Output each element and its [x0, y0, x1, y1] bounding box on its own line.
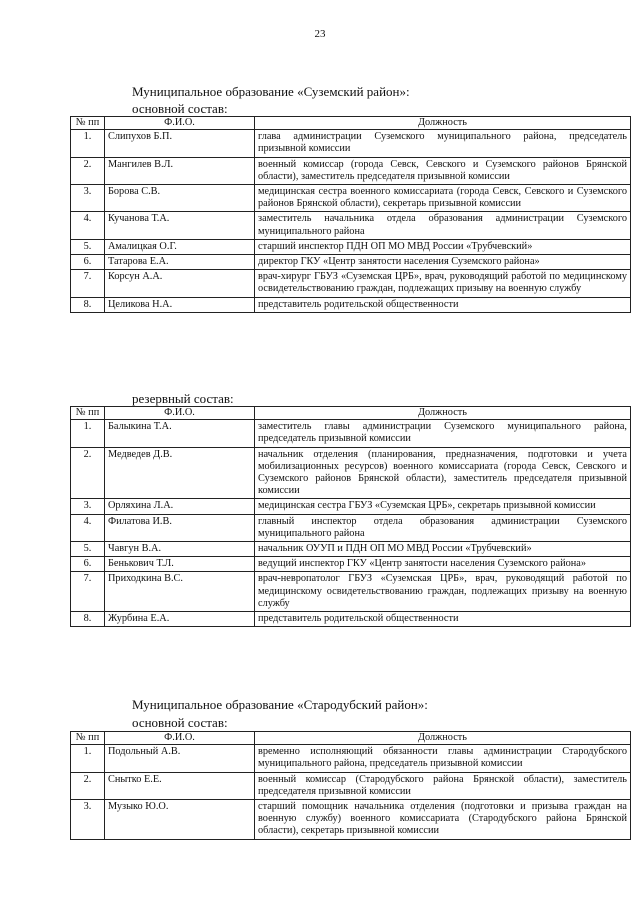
- person-name: Балыкина Т.А.: [105, 420, 255, 447]
- table-row: [71, 499, 631, 514]
- person-name: Снытко Е.Е.: [105, 772, 255, 799]
- person-position: военный комиссар (Стародубского района Брянской области), заместитель председателя призывной комиссии: [255, 772, 631, 799]
- person-name: Чавгун В.А.: [105, 542, 255, 557]
- page-number: 23: [314, 28, 326, 40]
- person-name: Филатова И.В.: [105, 514, 255, 541]
- person-position: начальник отделения (планирования, предназначения, подготовки и учета мобилизационных ресурсов) военного комиссариата (города Севск, Севского и Суземского районов Брянской области), заместитель председателя призывной комиссии: [255, 447, 631, 499]
- row-number: 1.: [71, 745, 105, 772]
- row-number: 4.: [71, 514, 105, 541]
- person-name: Кучанова Т.А.: [105, 212, 255, 239]
- person-position: ведущий инспектор ГКУ «Центр занятости населения Суземского района»: [255, 557, 631, 572]
- column-header-num: № пп: [71, 407, 105, 420]
- table-row: [71, 270, 631, 297]
- row-number: 2.: [71, 772, 105, 799]
- person-name: Слипухов Б.П.: [105, 130, 255, 157]
- row-number: 6.: [71, 557, 105, 572]
- person-position: старший помощник начальника отделения (подготовки и призыва граждан на военную службу) военного комиссариата (Стародубского района Брянской области), секретарь призывной комиссии: [255, 800, 631, 840]
- row-number: 6.: [71, 255, 105, 270]
- column-header-fio: Ф.И.О.: [105, 407, 255, 420]
- section-subtitle: резервный состав:: [132, 391, 234, 406]
- person-name: Медведев Д.В.: [105, 447, 255, 499]
- row-number: 8.: [71, 612, 105, 627]
- person-name: Целикова Н.А.: [105, 297, 255, 312]
- table-row: [71, 514, 631, 541]
- person-name: Журбина Е.А.: [105, 612, 255, 627]
- row-number: 2.: [71, 157, 105, 184]
- section-title: Муниципальное образование «Стародубский район»:: [132, 697, 428, 712]
- column-header-num: № пп: [71, 732, 105, 745]
- table-row: [71, 612, 631, 627]
- person-name: Борова С.В.: [105, 185, 255, 212]
- row-number: 5.: [71, 542, 105, 557]
- row-number: 1.: [71, 130, 105, 157]
- table-row: [71, 157, 631, 184]
- table-row: [71, 420, 631, 447]
- table-row: [71, 130, 631, 157]
- table-row: [71, 542, 631, 557]
- person-name: Орляхина Л.А.: [105, 499, 255, 514]
- person-position: медицинская сестра ГБУЗ «Суземская ЦРБ», секретарь призывной комиссии: [255, 499, 631, 514]
- person-name: Татарова Е.А.: [105, 255, 255, 270]
- row-number: 5.: [71, 239, 105, 254]
- table-row: [71, 800, 631, 840]
- person-position: врач-невропатолог ГБУЗ «Суземская ЦРБ», врач, руководящий работой по медицинскому освидетельствованию граждан, подлежащих призыву на военную службу: [255, 572, 631, 612]
- row-number: 4.: [71, 212, 105, 239]
- members-table: [70, 406, 631, 627]
- person-name: Подольный А.В.: [105, 745, 255, 772]
- column-header-position: Должность: [255, 407, 631, 420]
- person-position: директор ГКУ «Центр занятости населения Суземского района»: [255, 255, 631, 270]
- person-position: военный комиссар (города Севск, Севского и Суземского районов Брянской области), заместитель председателя призывной комиссии: [255, 157, 631, 184]
- table-row: [71, 255, 631, 270]
- row-number: 7.: [71, 572, 105, 612]
- members-table: [70, 116, 631, 313]
- person-name: Амалицкая О.Г.: [105, 239, 255, 254]
- person-name: Музыко Ю.О.: [105, 800, 255, 840]
- person-position: представитель родительской общественности: [255, 297, 631, 312]
- row-number: 8.: [71, 297, 105, 312]
- table-row: [71, 297, 631, 312]
- table-row: [71, 185, 631, 212]
- column-header-position: Должность: [255, 732, 631, 745]
- person-position: временно исполняющий обязанности главы администрации Стародубского муниципального района, председатель призывной комиссии: [255, 745, 631, 772]
- person-position: медицинская сестра военного комиссариата (города Севск, Севского и Суземского районов Брянской области), секретарь призывной комиссии: [255, 185, 631, 212]
- header-row: [71, 732, 631, 745]
- column-header-position: Должность: [255, 117, 631, 130]
- section-subtitle: основной состав:: [132, 101, 228, 116]
- person-name: Приходкина В.С.: [105, 572, 255, 612]
- table-row: [71, 745, 631, 772]
- table-row: [71, 212, 631, 239]
- column-header-fio: Ф.И.О.: [105, 732, 255, 745]
- row-number: 3.: [71, 800, 105, 840]
- table-row: [71, 572, 631, 612]
- person-name: Бенькович Т.Л.: [105, 557, 255, 572]
- row-number: 2.: [71, 447, 105, 499]
- person-name: Мангилев В.Л.: [105, 157, 255, 184]
- section-subtitle: основной состав:: [132, 715, 228, 730]
- person-position: глава администрации Суземского муниципального района, председатель призывной комиссии: [255, 130, 631, 157]
- header-row: [71, 117, 631, 130]
- row-number: 3.: [71, 499, 105, 514]
- table-row: [71, 239, 631, 254]
- section-title: Муниципальное образование «Суземский район»:: [132, 84, 410, 99]
- person-position: заместитель начальника отдела образования администрации Суземского муниципального района: [255, 212, 631, 239]
- table-row: [71, 772, 631, 799]
- row-number: 7.: [71, 270, 105, 297]
- person-position: врач-хирург ГБУЗ «Суземская ЦРБ», врач, руководящий работой по медицинскому освидетельствованию граждан, подлежащих призыву на военную службу: [255, 270, 631, 297]
- row-number: 3.: [71, 185, 105, 212]
- table-row: [71, 447, 631, 499]
- person-position: начальник ОУУП и ПДН ОП МО МВД России «Трубчевский»: [255, 542, 631, 557]
- column-header-num: № пп: [71, 117, 105, 130]
- person-position: главный инспектор отдела образования администрации Суземского муниципального района: [255, 514, 631, 541]
- person-position: заместитель главы администрации Суземского муниципального района, председатель призывной комиссии: [255, 420, 631, 447]
- person-position: старший инспектор ПДН ОП МО МВД России «Трубчевский»: [255, 239, 631, 254]
- person-name: Корсун А.А.: [105, 270, 255, 297]
- table-row: [71, 557, 631, 572]
- column-header-fio: Ф.И.О.: [105, 117, 255, 130]
- members-table: [70, 731, 631, 840]
- person-position: представитель родительской общественности: [255, 612, 631, 627]
- row-number: 1.: [71, 420, 105, 447]
- header-row: [71, 407, 631, 420]
